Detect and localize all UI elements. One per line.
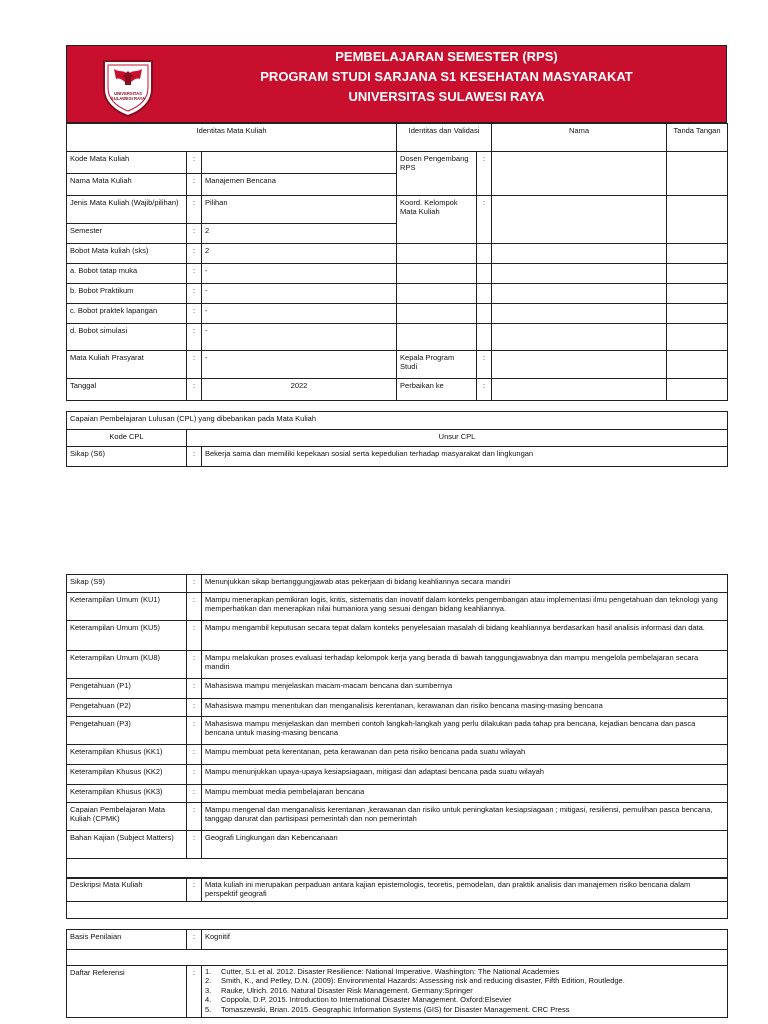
deskripsi-label: Deskripsi Mata Kuliah [67, 878, 187, 902]
cpl-title: Capaian Pembelajaran Lulusan (CPL) yang dibebankan pada Mata Kuliah [67, 412, 728, 430]
referensi-list [202, 966, 728, 1018]
penilaian-label: Basis Penilaian [67, 930, 187, 950]
cpl-kode: Sikap (S6) [67, 447, 187, 467]
col-identitas-validasi: Identitas dan Validasi [397, 124, 492, 152]
referensi-label: Daftar Referensi [67, 966, 187, 1018]
identity-table: Identitas Mata Kuliah Identitas dan Validasi Nama Tanda Tangan Kode Mata Kuliah : Dosen Pengembang RPS : Nama Mata Kuliah : Manajemen Bencana Jenis Mata Kuliah (Wajib/pilihan) : Pilihan Koord. Kelompok Mata Kuliah : Semester : 2 Bobot Mata kuliah (sks) : 2 a. Bobot tatap muka : - b. Bobot Praktikum : - c. Bobot praktek lapangan : - d. Bobot simulasi : - Mata Kuliah Prasyarat : - Kepala Program Studi : Tanggal : 2022 Perbaikan ke : [66, 123, 728, 401]
list-item: 4. Coppola, D.P. 2015. Introduction to International Disaster Management. Oxford:Elsevier [205, 995, 512, 1005]
logo-text: UNIVERSITAS [114, 91, 142, 96]
validasi-dosen: Dosen Pengembang RPS [397, 152, 477, 196]
svg-text:SULAWESI RAYA: SULAWESI RAYA [110, 96, 146, 101]
col-nama: Nama [492, 124, 667, 152]
deskripsi-table: Deskripsi Mata Kuliah : Mata kuliah ini merupakan perpaduan antara kajian epistemologis, teoretis, pemodelan, dan praktik analisis dan manajemen risiko bencana dalam perspektif geografi [66, 877, 728, 919]
validasi-koord: Koord. Kelompok Mata Kuliah [397, 196, 477, 244]
title-program-studi: PROGRAM STUDI SARJANA S1 KESEHATAN MASYARAKAT [260, 69, 633, 84]
list-item: 2. Smith, K., and Petley, D.N. (2009): Environmental Hazards: Assessing risk and reducing disaster, Fifth Edition, Routledge. [205, 976, 625, 986]
penilaian-table: Basis Penilaian : Kognitif Daftar Referensi : 1. Cutter, S.L et al. 2012. Disaster Resilience: National Imperative. Washington: The National Academies 2. Smith, K., and Petley, D.N. (2009): Environmental Hazards: Assessing risk and reducing disaster, Fifth Edition, Routledge. 3. Rauke, Ulrich. 2016. Natural Disaster Risk Management. Germany:Springer 4. Coppola, D.P. 2015. Introduction to International Disaster Management. Oxford:Elsevier 5. Tomaszewski, Brian. 2015. Geographic Information Systems (GIS) for Disaster Management. CRC Press [66, 929, 728, 1018]
validasi-perbaikan: Perbaikan ke [397, 379, 477, 401]
col-kode-cpl: Kode CPL [67, 430, 187, 447]
cpl-continued-table: Sikap (S9) : Menunjukkan sikap bertanggungjawab atas pekerjaan di bidang keahliannya secara mandiri Keterampilan Umum (KU1) : Mampu menerapkan pemikiran logis, kritis, sistematis dan inovatif dalam konteks pengembangan atau implementasi ilmu pengetahuan dan teknologi yang memperhatikan dan menerapkan nilai humaniora yang sesuai dengan bidang keahliannya. Keterampilan Umum (KU5) : Mampu mengambil keputusan secara tepat dalam konteks penyelesaian masalah di bidang keahliannya berdasarkan hasil analisis informasi dan data. Keterampilan Umum (KU8) : Mampu melakukan proses evaluasi terhadap kelompok kerja yang berada di bawah tanggungjawabnya dan mampu mengelola pembelajaran secara mandiri Pengetahuan (P1) : Mahasiswa mampu menjelaskan macam-macam bencana dan sumbernya Pengetahuan (P2) : Mahasiswa mampu menentukan dan menganalisis kerentanan, kerawanan dan risiko bencana masing-masing bencana Pengetahuan (P3) : Mahasiswa mampu menjelaskan dan memberi contoh langkah-langkah yang perlu dilakukan pada tahap pra bencana, kejadian bencana dan pasca bencana untuk masing-masing bencana Keterampilan Khusus (KK1) : Mampu membuat peta kerentanan, peta kerawanan dan peta risiko bencana pada suatu wilayah Keterampilan Khusus (KK2) : Mampu menunjukkan upaya-upaya kesiapsiagaan, mitigasi dan adaptasi bencana pada suatu wilayah Keterampilan Khusus (KK3) : Mampu membuat media pembelajaran bencana Capaian Pembelajaran Mata Kuliah (CPMK) : Mampu mengenal dan menganalisis kerentanan ,kerawanan dan risiko untuk peningkatan kesiapsiagaan ; mitigasi, resiliensi, pemulihan pasca bencana, tanggap darurat dan partisipasi pemerintah dan non pemerintah Bahan Kajian (Subject Matters) : Geografi Lingkungan dan Kebencanaan [66, 574, 728, 879]
cpl-uraian: Bekerja sama dan memiliki kepekaan sosial serta kepedulian terhadap masyarakat dan lingkungan [202, 447, 728, 467]
row-value [202, 152, 397, 174]
title-universitas: UNIVERSITAS SULAWESI RAYA [348, 89, 545, 104]
list-item: 1. Cutter, S.L et al. 2012. Disaster Resilience: National Imperative. Washington: The National Academies [205, 967, 560, 976]
penilaian-value: Kognitif [202, 930, 728, 950]
list-item: 3. Rauke, Ulrich. 2016. Natural Disaster Risk Management. Germany:Springer [205, 985, 473, 995]
validasi-kaprodi: Kepala Program Studi [397, 351, 477, 379]
col-tanda-tangan: Tanda Tangan [667, 124, 728, 152]
nama-dosen [492, 152, 667, 196]
deskripsi-value: Mata kuliah ini merupakan perpaduan antara kajian epistemologis, teoretis, pemodelan, dan praktik analisis dan manajemen risiko bencana dalam perspektif geografi [202, 878, 728, 902]
col-unsur-cpl: Unsur CPL [187, 430, 728, 447]
title-rps: PEMBELAJARAN SEMESTER (RPS) [335, 49, 558, 64]
header-titles [187, 46, 706, 107]
ttd-dosen [667, 152, 728, 196]
list-item: 5. Tomaszewski, Brian. 2015. Geographic Information Systems (GIS) for Disaster Management. CRC Press [205, 1004, 570, 1014]
row-label: Kode Mata Kuliah [67, 152, 187, 174]
col-identitas-mk: Identitas Mata Kuliah [67, 124, 397, 152]
header-banner [66, 45, 727, 123]
cpl-table: Capaian Pembelajaran Lulusan (CPL) yang dibebankan pada Mata Kuliah Kode CPL Unsur CPL Sikap (S6) : Bekerja sama dan memiliki kepekaan sosial serta kepedulian terhadap masyarakat dan lingkungan [66, 411, 728, 467]
university-logo-icon [96, 55, 160, 119]
